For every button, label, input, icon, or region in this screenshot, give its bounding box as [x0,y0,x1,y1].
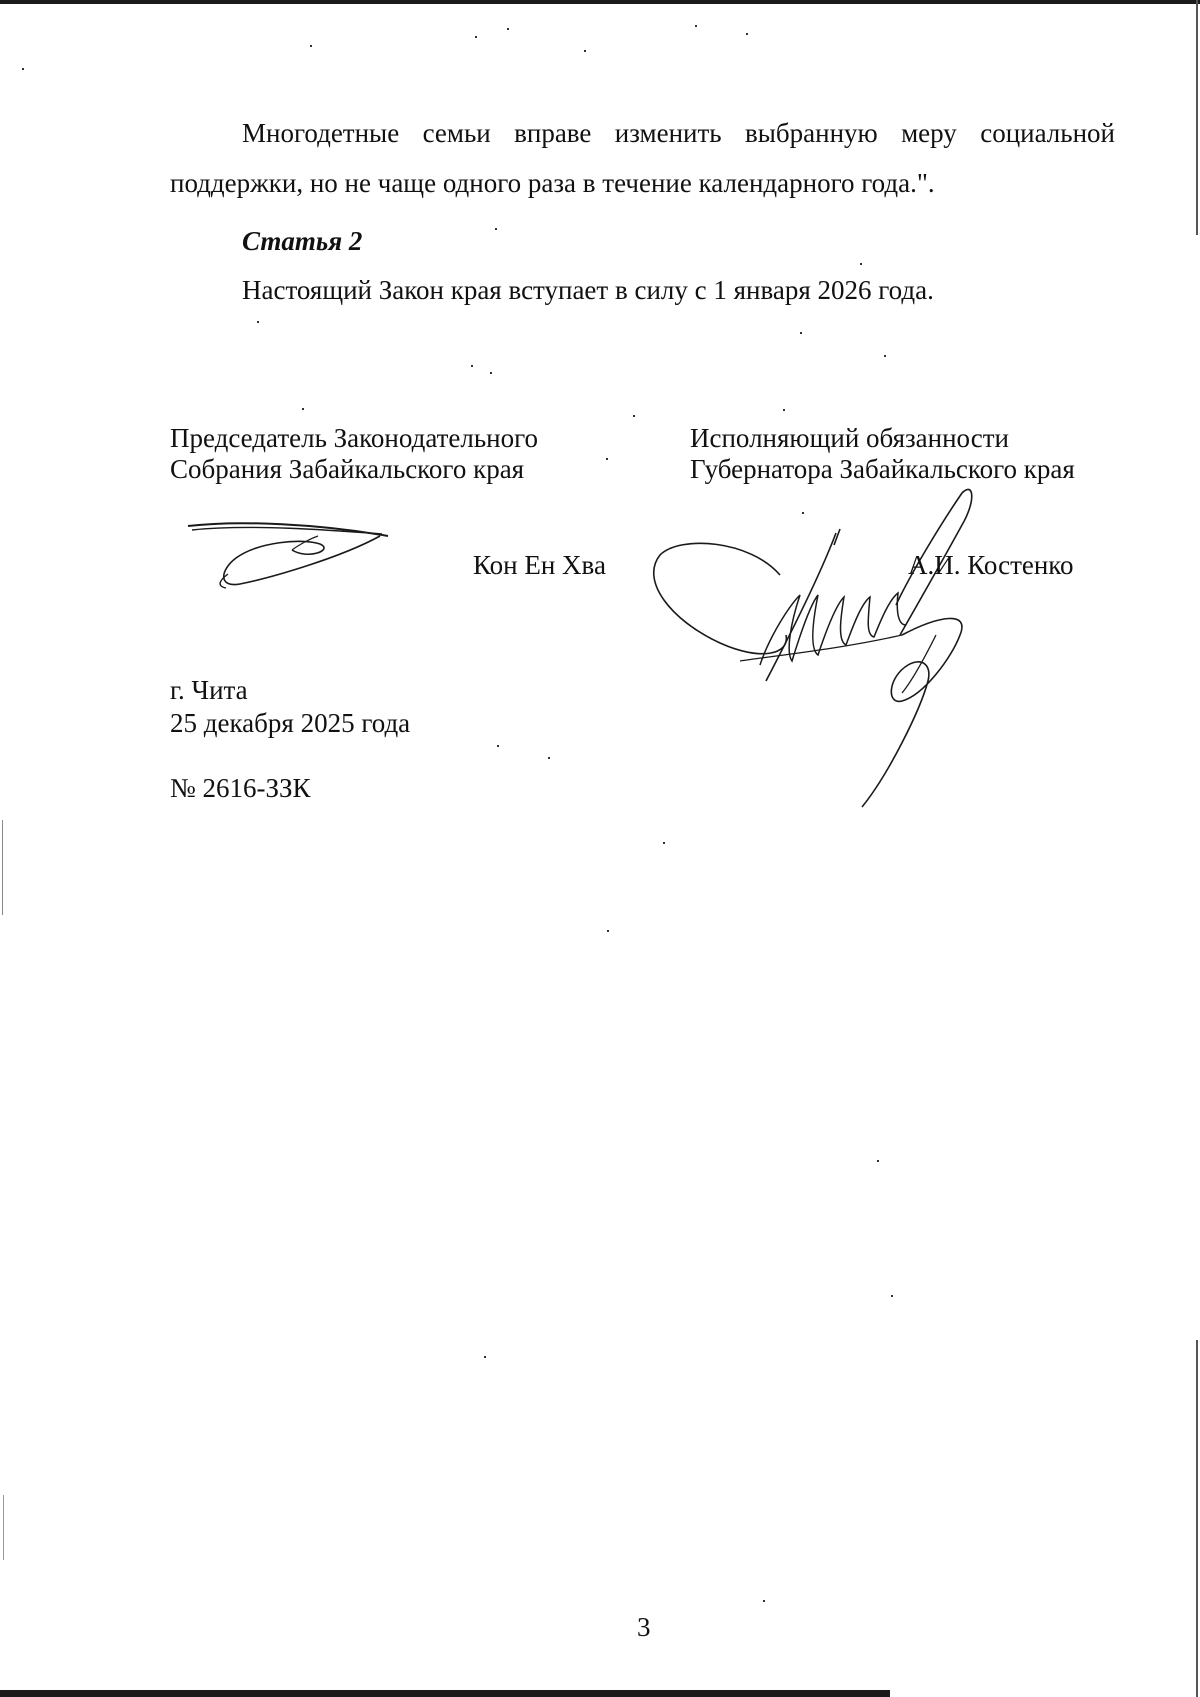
scan-speck [695,25,697,27]
scan-speck [490,372,492,374]
scan-speck [763,1600,765,1602]
left-signatory-name: Кон Ен Хва [473,550,606,580]
city: г. Чита [170,675,248,705]
page-number: 3 [637,1612,651,1642]
scan-speck [484,1356,486,1358]
left-signatory-title [170,423,538,485]
left-title-line1: Председатель Законодательного [170,423,539,453]
scan-speck [800,332,802,334]
article-text: Настоящий Закон края вступает в силу с 1 января 2026 года. [242,275,934,305]
scan-speck [877,1160,879,1162]
scan-speck [497,745,499,747]
scan-speck [548,757,550,759]
scan-speck [495,228,497,230]
scan-speck [633,415,635,417]
scan-left-edge [2,820,3,915]
scan-speck [257,321,259,323]
scan-speck [475,36,477,38]
scan-speck [584,50,586,52]
scan-speck [302,408,304,410]
right-title-line2: Губернатора Забайкальского края [690,454,1075,484]
scan-right-edge-lower [1196,1340,1198,1697]
scan-speck [783,409,785,411]
scan-speck [663,842,665,844]
article-heading: Статья 2 [242,226,363,256]
scan-speck [884,355,886,357]
scan-speck [860,263,862,265]
scan-speck [507,28,509,30]
scan-bottom-border [0,1690,890,1697]
scan-speck [746,33,748,35]
scan-speck [891,1295,893,1297]
scan-speck [471,365,473,367]
scan-left-edge-lower [3,1495,4,1560]
scan-speck [606,458,608,460]
scan-speck [310,45,312,47]
scan-speck [22,68,24,70]
scan-right-edge [1196,0,1198,235]
scan-speck [607,930,609,932]
left-signature-image [180,510,420,590]
scan-top-border [0,0,1200,4]
body-paragraph: Многодетные семьи вправе изменить выбранную меру социальной поддержки, но не чаще одного раза в течение календарного года.". [170,118,1115,198]
right-signature-image [640,485,1030,815]
law-number: № 2616-ЗЗК [170,773,311,803]
right-signatory-name: А.И. Костенко [908,550,1074,580]
law-date: 25 декабря 2025 года [170,708,411,738]
right-signatory-title [690,423,1075,485]
left-title-line2: Собрания Забайкальского края [170,454,525,484]
right-title-line1: Исполняющий обязанности [690,423,1009,453]
